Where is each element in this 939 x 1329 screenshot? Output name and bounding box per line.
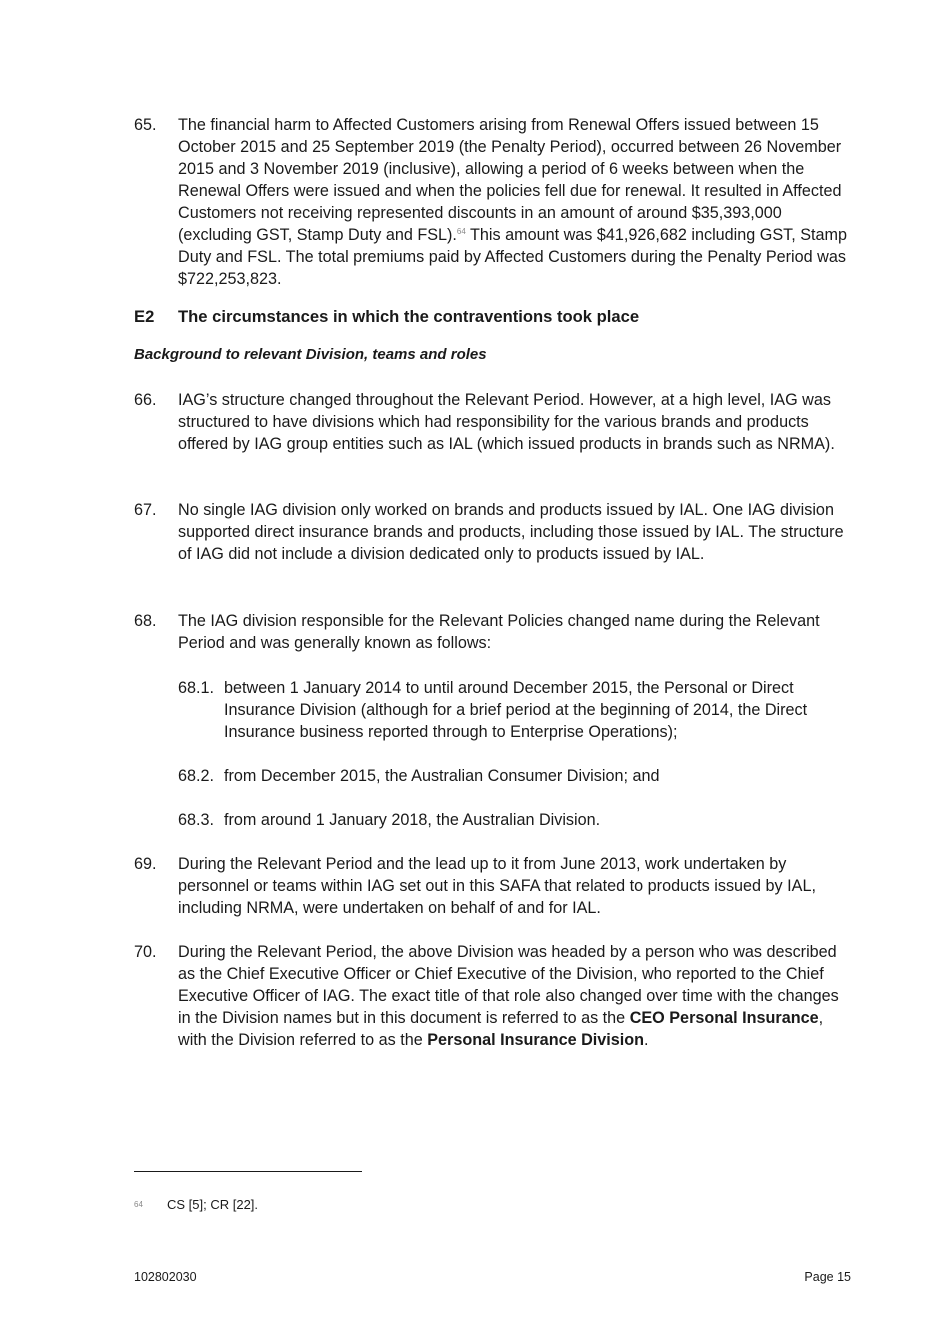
paragraph-text: During the Relevant Period, the above Division was headed by a person who was described as the Chief Executive Officer or Chief Executive of the Division, who reported to the Chief Executive Officer of IAG. The exact title of that role also changed over time with the changes in the Division names but in this document is referred to as the	[178, 943, 839, 1027]
paragraph-text: The IAG division responsible for the Relevant Policies changed name during the Relevant Period and was generally known as follows:	[178, 612, 820, 652]
defined-term-division: Personal Insurance Division	[427, 1031, 645, 1049]
defined-term-ceo: CEO Personal Insurance	[629, 1009, 819, 1027]
paragraph-text-continued: This amount was $41,926,682 including GST, Stamp Duty and FSL. The total premiums paid by Affected Customers during the Penalty Period was $722,253,823.	[178, 226, 848, 288]
footnote-mark: 64	[134, 1200, 143, 1209]
paragraph-number: 66.	[134, 391, 157, 409]
paragraph-body	[178, 114, 854, 290]
subparagraph-text: between 1 January 2014 to until around December 2015, the Personal or Direct Insurance Division (although for a brief period at the beginning of 2014, the Direct Insurance business reported through to Enterprise Operations);	[224, 679, 808, 741]
page-number: Page 15	[804, 1270, 851, 1284]
subparagraph-text: from December 2015, the Australian Consumer Division; and	[224, 767, 660, 785]
paragraph-text-end: .	[644, 1031, 649, 1049]
footnote-reference[interactable]: 64	[456, 227, 466, 236]
paragraph-text: No single IAG division only worked on brands and products issued by IAL. One IAG division supported direct insurance brands and products, including those issued by IAL. The structure of IAG did not include a division dedicated only to products issued by IAL.	[178, 501, 844, 563]
paragraph-text-continued: , with the Division referred to as the	[178, 1009, 824, 1049]
subparagraph-number: 68.3.	[178, 811, 215, 829]
subparagraph-68-1	[178, 677, 858, 743]
paragraph-number: 70.	[134, 943, 157, 961]
subparagraph-text: from around 1 January 2018, the Australian Division.	[224, 811, 601, 829]
section-title: The circumstances in which the contraventions took place	[178, 307, 640, 326]
paragraph-number: 69.	[134, 855, 157, 873]
section-number: E2	[134, 307, 155, 326]
paragraph-number: 65.	[134, 116, 157, 134]
paragraph-text: During the Relevant Period and the lead up to it from June 2013, work undertaken by personnel or teams within IAG set out in this SAFA that related to products issued by IAL, including NRMA, were undertaken on behalf of and for IAL.	[178, 855, 816, 917]
subparagraph-68-2	[178, 765, 858, 787]
subparagraph-number: 68.2.	[178, 767, 215, 785]
document-id: 102802030	[134, 1270, 197, 1284]
subparagraph-68-3	[178, 809, 858, 831]
paragraph-text: The financial harm to Affected Customers arising from Renewal Offers issued between 15 October 2015 and 25 September 2019 (the Penalty Period), occurred between 26 November 2015 and 3 November 2019 (inclusive), allowing a period of 6 weeks between when the Renewal Offers were issued and when the policies fell due for renewal. It resulted in Affected Customers not receiving represented discounts in an amount of around $35,393,000 (excluding GST, Stamp Duty and FSL).	[178, 116, 842, 244]
paragraph-number: 67.	[134, 501, 157, 519]
footnote-text: CS [5]; CR [22].	[167, 1197, 259, 1212]
subparagraph-number: 68.1.	[178, 679, 215, 697]
paragraph-number: 68.	[134, 612, 157, 630]
paragraph-body	[178, 941, 854, 1051]
footnote-separator	[134, 1171, 362, 1172]
subheading: Background to relevant Division, teams and roles	[134, 346, 487, 363]
paragraph-text: IAG’s structure changed throughout the Relevant Period. However, at a high level, IAG was structured to have divisions which had responsibility for the various brands and products offered by IAG group entities such as IAL (which issued products in brands such as NRMA).	[178, 391, 835, 453]
